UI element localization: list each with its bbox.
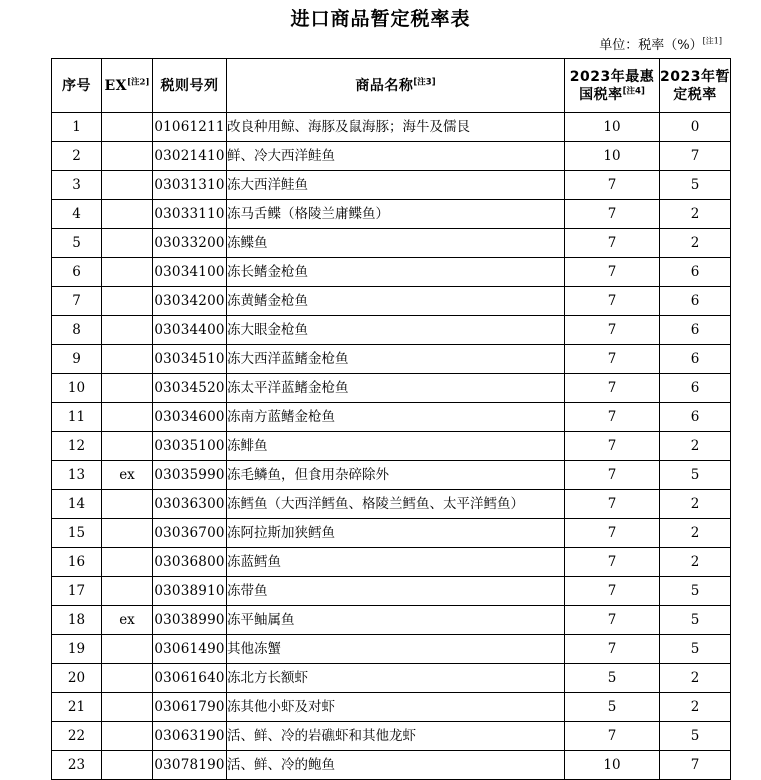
cell-ex: [102, 548, 153, 577]
cell-provisional-rate: 7: [660, 142, 731, 171]
table-row: [52, 171, 731, 200]
cell-mfn-rate: 7: [565, 577, 660, 606]
cell-ex: [102, 664, 153, 693]
cell-provisional-rate: 6: [660, 258, 731, 287]
cell-commodity-name: 冻马舌鲽（格陵兰庸鲽鱼）: [227, 200, 565, 229]
cell-provisional-rate: 6: [660, 403, 731, 432]
cell-ex: [102, 113, 153, 142]
cell-commodity-name: 冻北方长额虾: [227, 664, 565, 693]
cell-tariff-code: 03036700: [153, 519, 227, 548]
cell-sequence: 22: [52, 722, 102, 751]
table-row: [52, 142, 731, 171]
unit-note-text: 单位：税率（%）: [599, 38, 703, 53]
cell-provisional-rate: 7: [660, 751, 731, 780]
cell-sequence: 13: [52, 461, 102, 490]
cell-sequence: 10: [52, 374, 102, 403]
tariff-table: [51, 58, 731, 780]
cell-mfn-rate: 7: [565, 461, 660, 490]
cell-tariff-code: 03078190: [153, 751, 227, 780]
cell-provisional-rate: 6: [660, 316, 731, 345]
cell-mfn-rate: 10: [565, 113, 660, 142]
table-row: [52, 490, 731, 519]
cell-commodity-name: 冻长鳍金枪鱼: [227, 258, 565, 287]
table-header: [52, 59, 731, 113]
cell-sequence: 21: [52, 693, 102, 722]
cell-commodity-name: 冻南方蓝鳍金枪鱼: [227, 403, 565, 432]
column-header-ex-footnote-marker: [注2]: [127, 76, 150, 87]
header-row: [52, 59, 731, 113]
cell-commodity-name: 冻蓝鳕鱼: [227, 548, 565, 577]
cell-provisional-rate: 5: [660, 722, 731, 751]
cell-tariff-code: 03061490: [153, 635, 227, 664]
cell-ex: ex: [102, 606, 153, 635]
cell-commodity-name: 冻黄鳍金枪鱼: [227, 287, 565, 316]
cell-tariff-code: 03038990: [153, 606, 227, 635]
column-header-mfn-rate-footnote-marker: [注4]: [622, 85, 645, 96]
table-body: [52, 113, 731, 780]
cell-commodity-name: 冻鲽鱼: [227, 229, 565, 258]
cell-mfn-rate: 7: [565, 635, 660, 664]
cell-sequence: 14: [52, 490, 102, 519]
cell-mfn-rate: 7: [565, 519, 660, 548]
table-row: [52, 664, 731, 693]
cell-provisional-rate: 6: [660, 374, 731, 403]
column-header-mfn-rate-line2: 国税率: [579, 86, 623, 103]
cell-ex: [102, 693, 153, 722]
cell-ex: [102, 258, 153, 287]
table-row: [52, 461, 731, 490]
cell-sequence: 9: [52, 345, 102, 374]
cell-provisional-rate: 2: [660, 200, 731, 229]
cell-commodity-name: 鲜、冷大西洋鲑鱼: [227, 142, 565, 171]
cell-sequence: 8: [52, 316, 102, 345]
cell-sequence: 18: [52, 606, 102, 635]
cell-provisional-rate: 5: [660, 635, 731, 664]
cell-ex: [102, 722, 153, 751]
column-header-mfn-rate: [565, 59, 660, 113]
cell-sequence: 15: [52, 519, 102, 548]
table-row: [52, 229, 731, 258]
table-row: [52, 577, 731, 606]
column-header-commodity-name-footnote-marker: [注3]: [413, 76, 436, 87]
cell-provisional-rate: 2: [660, 664, 731, 693]
cell-ex: [102, 200, 153, 229]
cell-ex: [102, 577, 153, 606]
table-row: [52, 287, 731, 316]
table-row: [52, 693, 731, 722]
column-header-provisional-rate: [660, 59, 731, 113]
table-row: [52, 374, 731, 403]
cell-tariff-code: 03035100: [153, 432, 227, 461]
cell-provisional-rate: 5: [660, 171, 731, 200]
cell-sequence: 23: [52, 751, 102, 780]
column-header-ex: [102, 59, 153, 113]
cell-sequence: 2: [52, 142, 102, 171]
table-row: [52, 113, 731, 142]
cell-mfn-rate: 7: [565, 200, 660, 229]
cell-sequence: 6: [52, 258, 102, 287]
column-header-commodity-name-label: 商品名称: [355, 77, 414, 94]
cell-provisional-rate: 6: [660, 345, 731, 374]
table-row: [52, 751, 731, 780]
cell-provisional-rate: 6: [660, 287, 731, 316]
cell-sequence: 5: [52, 229, 102, 258]
cell-mfn-rate: 7: [565, 374, 660, 403]
cell-sequence: 1: [52, 113, 102, 142]
cell-provisional-rate: 2: [660, 490, 731, 519]
cell-ex: ex: [102, 461, 153, 490]
cell-tariff-code: 03061640: [153, 664, 227, 693]
unit-note: [0, 37, 722, 55]
cell-tariff-code: 03034100: [153, 258, 227, 287]
cell-ex: [102, 171, 153, 200]
cell-commodity-name: 冻太平洋蓝鳍金枪鱼: [227, 374, 565, 403]
column-header-mfn-rate-line1: 2023年最惠: [569, 68, 655, 85]
cell-tariff-code: 03033200: [153, 229, 227, 258]
table-row: [52, 606, 731, 635]
cell-commodity-name: 冻毛鳞鱼，但食用杂碎除外: [227, 461, 565, 490]
cell-ex: [102, 345, 153, 374]
table-row: [52, 722, 731, 751]
cell-ex: [102, 316, 153, 345]
column-header-ex-label: EX: [104, 77, 128, 94]
table-row: [52, 635, 731, 664]
cell-ex: [102, 287, 153, 316]
cell-ex: [102, 751, 153, 780]
cell-tariff-code: 03034200: [153, 287, 227, 316]
cell-sequence: 19: [52, 635, 102, 664]
cell-sequence: 12: [52, 432, 102, 461]
cell-mfn-rate: 7: [565, 606, 660, 635]
cell-ex: [102, 635, 153, 664]
cell-provisional-rate: 2: [660, 693, 731, 722]
cell-ex: [102, 229, 153, 258]
cell-provisional-rate: 2: [660, 548, 731, 577]
cell-provisional-rate: 0: [660, 113, 731, 142]
cell-commodity-name: 冻大眼金枪鱼: [227, 316, 565, 345]
cell-mfn-rate: 10: [565, 142, 660, 171]
cell-mfn-rate: 7: [565, 490, 660, 519]
column-header-provisional-rate-line2: 定税率: [673, 86, 717, 103]
cell-ex: [102, 142, 153, 171]
cell-tariff-code: 03035990: [153, 461, 227, 490]
cell-tariff-code: 03031310: [153, 171, 227, 200]
table-row: [52, 548, 731, 577]
cell-provisional-rate: 5: [660, 577, 731, 606]
cell-mfn-rate: 5: [565, 664, 660, 693]
table-row: [52, 345, 731, 374]
cell-provisional-rate: 5: [660, 606, 731, 635]
cell-ex: [102, 519, 153, 548]
cell-commodity-name: 冻带鱼: [227, 577, 565, 606]
cell-commodity-name: 其他冻蟹: [227, 635, 565, 664]
cell-tariff-code: 03034510: [153, 345, 227, 374]
cell-sequence: 7: [52, 287, 102, 316]
cell-commodity-name: 改良种用鲸、海豚及鼠海豚；海牛及儒艮: [227, 113, 565, 142]
table-row: [52, 403, 731, 432]
cell-commodity-name: 冻鳕鱼（大西洋鳕鱼、格陵兰鳕鱼、太平洋鳕鱼）: [227, 490, 565, 519]
cell-mfn-rate: 7: [565, 229, 660, 258]
column-header-tariff-code: 税则号列: [153, 59, 227, 113]
cell-mfn-rate: 7: [565, 548, 660, 577]
cell-sequence: 4: [52, 200, 102, 229]
table-row: [52, 432, 731, 461]
cell-mfn-rate: 7: [565, 171, 660, 200]
table-row: [52, 258, 731, 287]
unit-note-footnote-marker: [注1]: [702, 36, 722, 46]
cell-commodity-name: 活、鲜、冷的岩礁虾和其他龙虾: [227, 722, 565, 751]
cell-sequence: 3: [52, 171, 102, 200]
cell-tariff-code: 03061790: [153, 693, 227, 722]
cell-tariff-code: 03063190: [153, 722, 227, 751]
cell-tariff-code: 03038910: [153, 577, 227, 606]
page-title: 进口商品暂定税率表: [290, 8, 471, 30]
cell-sequence: 20: [52, 664, 102, 693]
cell-tariff-code: 03021410: [153, 142, 227, 171]
cell-ex: [102, 490, 153, 519]
cell-mfn-rate: 7: [565, 432, 660, 461]
cell-mfn-rate: 7: [565, 403, 660, 432]
cell-tariff-code: 03034600: [153, 403, 227, 432]
cell-commodity-name: 活、鲜、冷的鲍鱼: [227, 751, 565, 780]
cell-mfn-rate: 7: [565, 258, 660, 287]
column-header-commodity-name: [227, 59, 565, 113]
cell-mfn-rate: 10: [565, 751, 660, 780]
cell-tariff-code: 03036800: [153, 548, 227, 577]
column-header-provisional-rate-line1: 2023年暂: [660, 68, 730, 85]
cell-provisional-rate: 2: [660, 229, 731, 258]
cell-tariff-code: 03034400: [153, 316, 227, 345]
cell-sequence: 17: [52, 577, 102, 606]
cell-sequence: 11: [52, 403, 102, 432]
cell-mfn-rate: 7: [565, 722, 660, 751]
column-header-sequence: 序号: [52, 59, 102, 113]
table-row: [52, 316, 731, 345]
cell-ex: [102, 432, 153, 461]
cell-mfn-rate: 5: [565, 693, 660, 722]
cell-tariff-code: 03033110: [153, 200, 227, 229]
cell-sequence: 16: [52, 548, 102, 577]
cell-tariff-code: 01061211: [153, 113, 227, 142]
table-row: [52, 200, 731, 229]
cell-commodity-name: 冻平鲉属鱼: [227, 606, 565, 635]
cell-commodity-name: 冻大西洋鲑鱼: [227, 171, 565, 200]
cell-provisional-rate: 2: [660, 519, 731, 548]
cell-provisional-rate: 2: [660, 432, 731, 461]
cell-commodity-name: 冻阿拉斯加狭鳕鱼: [227, 519, 565, 548]
cell-mfn-rate: 7: [565, 316, 660, 345]
cell-mfn-rate: 7: [565, 287, 660, 316]
table-row: [52, 519, 731, 548]
cell-ex: [102, 374, 153, 403]
cell-tariff-code: 03036300: [153, 490, 227, 519]
cell-ex: [102, 403, 153, 432]
cell-provisional-rate: 5: [660, 461, 731, 490]
cell-commodity-name: 冻鲱鱼: [227, 432, 565, 461]
cell-commodity-name: 冻其他小虾及对虾: [227, 693, 565, 722]
cell-tariff-code: 03034520: [153, 374, 227, 403]
cell-commodity-name: 冻大西洋蓝鳍金枪鱼: [227, 345, 565, 374]
cell-mfn-rate: 7: [565, 345, 660, 374]
